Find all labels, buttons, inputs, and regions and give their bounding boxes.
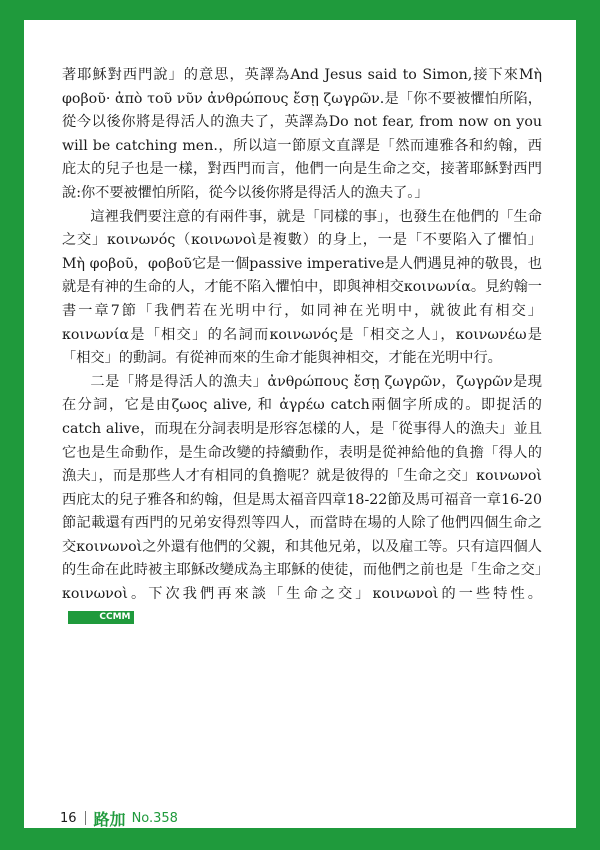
article-body — [62, 64, 542, 630]
page-number: 16 — [60, 810, 77, 826]
paragraph-1: 著耶穌對西門說」的意思，英譯為And Jesus said to Simon,接下來Μὴ φοβοῦ· ἀπὸ τοῦ νῦν ἀνθρώπους ἔσῃ ζωγρῶν.是「你不要被懼怕所陷，從今以後你將是得活人的漁夫了，英譯為Do not fear, from now on you will be catching men.，所以這一節原文直譯是「然而連雅各和約翰，西庇太的兒子也是一樣，對西門而言，他們一向是生命之交，接著耶穌對西門說:你不要被懼怕所陷，從今以後你將是得活人的漁夫了。」 — [62, 67, 542, 201]
paragraph-3-text: 二是「將是得活人的漁夫」ἀνθρώπους ἔσῃ ζωγρῶν，ζωγρῶν是現在分詞，它是由ζωος alive, 和 ἀγρέω catch兩個字所成的。即捉活的catch alive，而現在分詞表明是形容怎樣的人，是「從事得人的漁夫」並且它也是生命動作，是生命改變的持續動作，表明是從神給他的負擔「得人的漁夫」，而是那些人才有相同的負擔呢？就是彼得的「生命之交」κοινωνοὶ西庇太的兒子雅各和約翰，但是馬太福音四章18-22節及馬可福音一章16-20節記載還有西門的兄弟安得烈等四人，而當時在場的人除了他們四個生命之交κοινωνοὶ之外還有他們的父親，和其他兄弟，以及雇工等。只有這四個人的生命在此時被主耶穌改變成為主耶穌的使徒，而他們之前也是「生命之交」κοινωνοὶ。下次我們再來談「生命之交」κοινωνοὶ的一些特性。 — [62, 373, 542, 603]
magazine-logo: 路加 — [93, 809, 126, 829]
footer-divider — [85, 811, 86, 825]
paragraph-2: 這裡我們要注意的有兩件事，就是「同樣的事」，也發生在他們的「生命之交」κοινωνός（κοινωνοὶ是複數）的身上，一是「不要陷入了懼怕」Μὴ φοβοῦ，φοβοῦ它是一個passive imperative是人們遇見神的敬畏，也就是有神的生命的人，才能不陷入懼怕中，即與神相交κοινωνία。見約翰一書一章7節「我們若在光明中行，如同神在光明中，就彼此有相交」κοινωνία是「相交」的名詞而κοινωνός是「相交之人」，κοινωνέω是「相交」的動詞。有從神而來的生命才能與神相交，才能在光明中行。 — [62, 208, 542, 367]
page-sheet — [24, 20, 576, 828]
page-footer — [60, 806, 178, 830]
issue-number: No.358 — [131, 810, 178, 826]
ccmm-end-badge: CCMM — [68, 611, 134, 624]
paragraph-3 — [62, 371, 542, 631]
